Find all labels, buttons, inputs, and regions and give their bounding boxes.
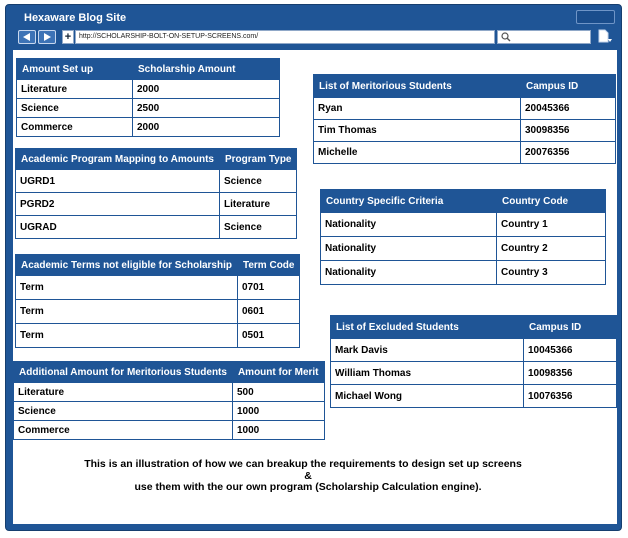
table-row[interactable] (314, 120, 616, 142)
table-row[interactable] (17, 80, 280, 99)
program-cell: UGRAD (16, 216, 220, 239)
country-criteria-table (320, 189, 606, 285)
subject-cell: Literature (14, 383, 233, 402)
term-code-cell: 0701 (237, 276, 300, 300)
column-header: Scholarship Amount (133, 59, 280, 80)
campus-id-cell: 20076356 (521, 142, 616, 164)
forward-button[interactable] (38, 30, 56, 44)
search-input[interactable] (497, 30, 591, 44)
country-code-cell: Country 1 (497, 213, 606, 237)
campus-id-cell: 10076356 (524, 385, 617, 408)
subject-cell: Commerce (14, 421, 233, 440)
column-header: Campus ID (524, 316, 617, 339)
amount-setup-table (16, 58, 280, 137)
program-cell: UGRD1 (16, 170, 220, 193)
page-content (13, 50, 617, 524)
note-line-3: use them with the our own program (Scholarship Calculation engine). (134, 481, 482, 493)
note-line-1: This is an illustration of how we can breakup the requirements to design set up screens (84, 458, 522, 470)
column-header: List of Excluded Students (331, 316, 524, 339)
column-header: Campus ID (521, 75, 616, 98)
forward-arrow-icon (39, 31, 55, 43)
table-row[interactable] (16, 276, 300, 300)
column-header: Program Type (219, 149, 297, 170)
term-label-cell: Term (16, 276, 238, 300)
table-row[interactable] (331, 362, 617, 385)
ineligible-terms-table (15, 254, 300, 348)
additional-amount-table (13, 361, 325, 440)
illustration-note (33, 459, 573, 494)
page-icon (597, 29, 613, 44)
table-row[interactable] (314, 142, 616, 164)
window-control-button[interactable] (576, 10, 615, 24)
table-row[interactable] (321, 213, 606, 237)
table-row[interactable] (16, 193, 297, 216)
merit-amount-cell: 1000 (232, 402, 324, 421)
amount-cell: 2000 (133, 80, 280, 99)
column-header: Amount Set up (17, 59, 133, 80)
meritorious-students-table (313, 74, 616, 164)
table-row[interactable] (14, 402, 325, 421)
window-title: Hexaware Blog Site (24, 12, 127, 24)
merit-amount-cell: 500 (232, 383, 324, 402)
column-header: Academic Program Mapping to Amounts (16, 149, 220, 170)
criteria-cell: Nationality (321, 261, 497, 285)
back-arrow-icon (19, 31, 35, 43)
term-label-cell: Term (16, 300, 238, 324)
country-code-cell: Country 2 (497, 237, 606, 261)
column-header: Country Code (497, 190, 606, 213)
campus-id-cell: 10098356 (524, 362, 617, 385)
new-tab-button[interactable]: + (62, 30, 74, 44)
country-code-cell: Country 3 (497, 261, 606, 285)
back-button[interactable] (18, 30, 36, 44)
subject-cell: Science (17, 99, 133, 118)
criteria-cell: Nationality (321, 213, 497, 237)
page-menu-button[interactable] (597, 29, 613, 44)
student-name-cell: Ryan (314, 98, 521, 120)
column-header: Academic Terms not eligible for Scholarship (16, 255, 238, 276)
table-row[interactable] (16, 216, 297, 239)
amount-cell: 2500 (133, 99, 280, 118)
merit-amount-cell: 1000 (232, 421, 324, 440)
table-row[interactable] (16, 170, 297, 193)
table-row[interactable] (16, 324, 300, 348)
table-row[interactable] (17, 99, 280, 118)
note-line-2: & (304, 469, 312, 482)
column-header: Additional Amount for Meritorious Students (14, 362, 233, 383)
campus-id-cell: 30098356 (521, 120, 616, 142)
campus-id-cell: 10045366 (524, 339, 617, 362)
column-header: List of Meritorious Students (314, 75, 521, 98)
program-mapping-table (15, 148, 297, 239)
table-row[interactable] (331, 385, 617, 408)
table-row[interactable] (321, 261, 606, 285)
subject-cell: Science (14, 402, 233, 421)
student-name-cell: Tim Thomas (314, 120, 521, 142)
subject-cell: Literature (17, 80, 133, 99)
term-code-cell: 0601 (237, 300, 300, 324)
table-row[interactable] (17, 118, 280, 137)
column-header: Country Specific Criteria (321, 190, 497, 213)
address-bar[interactable]: http://SCHOLARSHIP-BOLT-ON-SETUP-SCREENS.com/ (75, 30, 495, 44)
student-name-cell: Mark Davis (331, 339, 524, 362)
table-row[interactable] (331, 339, 617, 362)
program-type-cell: Literature (219, 193, 297, 216)
column-header: Amount for Merit (232, 362, 324, 383)
term-label-cell: Term (16, 324, 238, 348)
browser-toolbar (6, 27, 621, 48)
subject-cell: Commerce (17, 118, 133, 137)
browser-window (5, 4, 622, 531)
program-type-cell: Science (219, 216, 297, 239)
column-header: Term Code (237, 255, 300, 276)
criteria-cell: Nationality (321, 237, 497, 261)
program-type-cell: Science (219, 170, 297, 193)
table-row[interactable] (314, 98, 616, 120)
program-cell: PGRD2 (16, 193, 220, 216)
table-row[interactable] (321, 237, 606, 261)
student-name-cell: Michelle (314, 142, 521, 164)
term-code-cell: 0501 (237, 324, 300, 348)
search-icon (501, 32, 511, 42)
campus-id-cell: 20045366 (521, 98, 616, 120)
excluded-students-table (330, 315, 617, 408)
table-row[interactable] (16, 300, 300, 324)
student-name-cell: Michael Wong (331, 385, 524, 408)
table-row[interactable] (14, 421, 325, 440)
amount-cell: 2000 (133, 118, 280, 137)
student-name-cell: William Thomas (331, 362, 524, 385)
table-row[interactable] (14, 383, 325, 402)
